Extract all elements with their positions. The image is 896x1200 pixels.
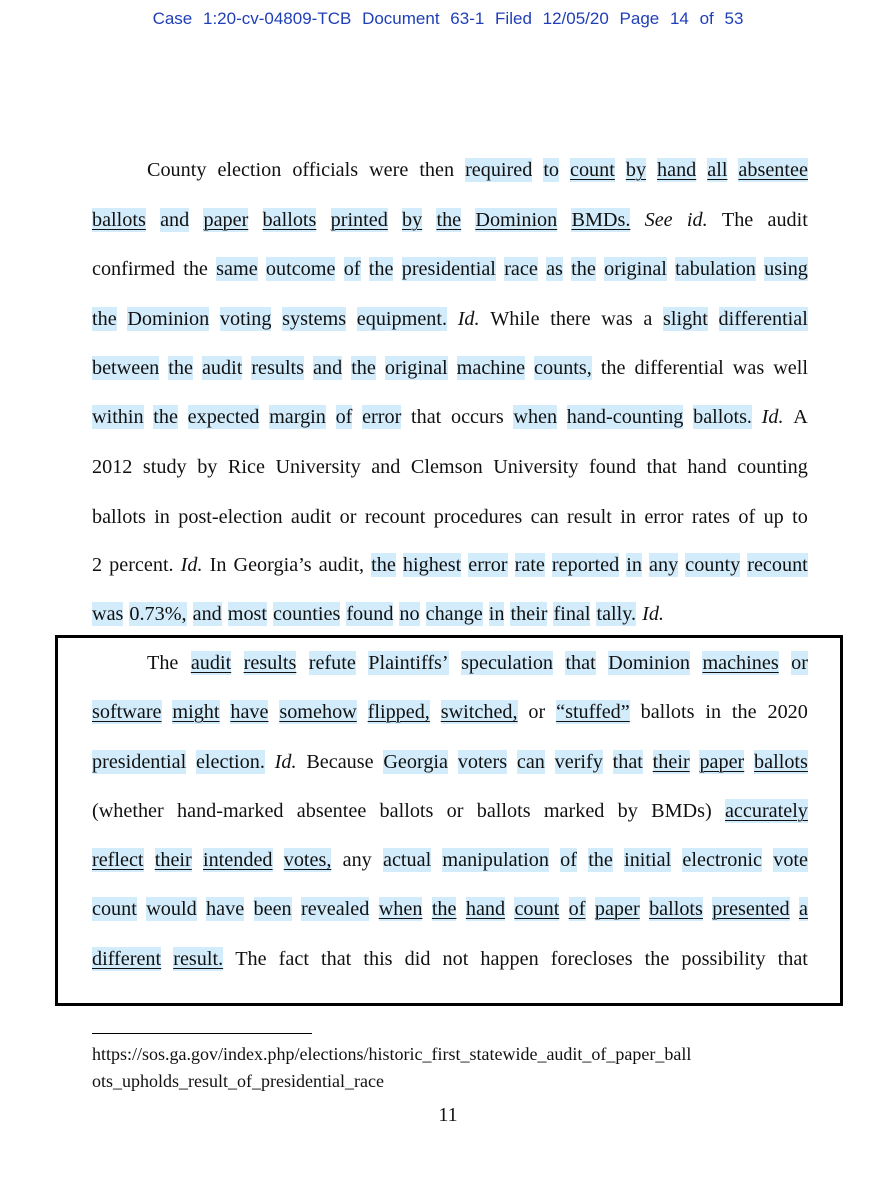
- word: have: [206, 898, 245, 920]
- word: revealed: [300, 898, 370, 920]
- word: presented: [712, 898, 790, 920]
- word: rate: [514, 554, 545, 576]
- word: 2: [92, 554, 103, 576]
- word: possibility: [681, 948, 766, 970]
- word: of: [560, 849, 577, 871]
- word: equipment.: [356, 308, 448, 330]
- word: actual: [382, 849, 432, 871]
- word: their: [652, 751, 690, 773]
- word: the: [371, 554, 396, 576]
- word: “stuffed”: [556, 701, 630, 723]
- word: in: [620, 506, 636, 528]
- word: id.: [686, 209, 708, 231]
- case-header: [0, 9, 896, 29]
- word: was: [92, 603, 124, 625]
- text-line: [92, 307, 808, 331]
- word: count: [570, 159, 615, 181]
- word: using: [764, 258, 808, 280]
- word: the: [588, 849, 613, 871]
- word: The: [721, 209, 754, 231]
- word: results: [251, 357, 305, 379]
- word: ballots: [640, 701, 695, 723]
- word: confirmed: [92, 258, 175, 280]
- word: as: [546, 258, 563, 280]
- word: Georgia: [383, 751, 448, 773]
- word: required: [465, 159, 533, 181]
- word: found: [346, 603, 394, 625]
- word: recount: [364, 506, 426, 528]
- word: county: [685, 554, 741, 576]
- word: by: [402, 209, 423, 231]
- word: original: [384, 357, 448, 379]
- word: ballots: [92, 506, 146, 528]
- word: Because: [306, 751, 374, 773]
- word: ballots.: [693, 406, 752, 428]
- word: the: [571, 258, 596, 280]
- word: recount: [747, 554, 808, 576]
- word: Dominion: [475, 209, 558, 231]
- word: or: [791, 652, 808, 674]
- word: BMDs): [651, 800, 712, 822]
- word: most: [227, 603, 268, 625]
- footnote-line: https://sos.ga.gov/index.php/elections/historic_first_statewide_audit_of_paper_ball: [92, 1044, 692, 1064]
- word: paper: [594, 898, 640, 920]
- word: While: [490, 308, 540, 330]
- text-line: [92, 553, 808, 577]
- word: a: [643, 308, 653, 330]
- word: intended: [202, 849, 273, 871]
- word: the: [368, 258, 394, 280]
- word: flipped,: [367, 701, 430, 723]
- word: or: [446, 800, 464, 822]
- word: by: [617, 800, 638, 822]
- word: hand-marked: [177, 800, 284, 822]
- word: found: [588, 456, 637, 478]
- word: would: [146, 898, 197, 920]
- word: tabulation: [675, 258, 756, 280]
- word: votes,: [283, 849, 332, 871]
- word: somehow: [279, 701, 357, 723]
- word: results: [243, 652, 297, 674]
- document-number: Document 63-1: [362, 9, 485, 28]
- word: that: [565, 652, 596, 674]
- word: A: [793, 406, 808, 428]
- word: when: [513, 406, 558, 428]
- word: to: [792, 506, 808, 528]
- word: speculation: [461, 652, 554, 674]
- word: by: [197, 456, 218, 478]
- word: that: [321, 948, 352, 970]
- word: error: [644, 506, 684, 528]
- word: the: [731, 701, 757, 723]
- page-number: 11: [438, 1104, 458, 1126]
- word: hand: [465, 898, 506, 920]
- word: audit: [201, 357, 243, 379]
- word: electronic: [682, 849, 762, 871]
- word: did: [404, 948, 431, 970]
- word: differential: [634, 357, 724, 379]
- word: procedures: [433, 506, 523, 528]
- word: reflect: [92, 849, 144, 871]
- word: highest: [402, 554, 462, 576]
- word: of: [343, 258, 361, 280]
- text-line: [92, 750, 808, 774]
- word: County: [147, 159, 207, 181]
- word: of: [568, 898, 586, 920]
- word: or: [339, 506, 357, 528]
- word: the: [183, 258, 208, 280]
- word: rates: [691, 506, 731, 528]
- word: The: [147, 652, 179, 674]
- word: final: [553, 603, 591, 625]
- word: BMDs.: [571, 209, 631, 231]
- word: up: [763, 506, 784, 528]
- word: absentee: [738, 159, 808, 181]
- word: Id.: [761, 406, 784, 428]
- word: Dominion: [127, 308, 210, 330]
- word: within: [92, 406, 144, 428]
- word: outcome: [265, 258, 336, 280]
- word: ballots: [262, 209, 317, 231]
- word: counties: [273, 603, 341, 625]
- text-line: [92, 700, 808, 724]
- word: their: [154, 849, 192, 871]
- word: University: [275, 456, 361, 478]
- word: in: [626, 554, 642, 576]
- word: different: [92, 948, 162, 970]
- text-line: [92, 897, 808, 921]
- word: that: [777, 948, 808, 970]
- word: refute: [308, 652, 356, 674]
- word: been: [253, 898, 292, 920]
- word: reported: [551, 554, 620, 576]
- word: in: [705, 701, 722, 723]
- word: happen: [480, 948, 539, 970]
- word: can: [516, 751, 545, 773]
- word: ballots: [92, 209, 146, 231]
- filed-date: Filed 12/05/20: [495, 9, 609, 28]
- word: slight: [663, 308, 708, 330]
- word: ballots: [476, 800, 531, 822]
- word: machine: [456, 357, 526, 379]
- word: machines: [702, 652, 779, 674]
- word: when: [378, 898, 423, 920]
- word: the: [431, 898, 457, 920]
- word: paper: [699, 751, 745, 773]
- word: and: [192, 603, 222, 625]
- word: post-election: [178, 506, 283, 528]
- word: presidential: [401, 258, 496, 280]
- text-line: [92, 947, 808, 971]
- word: Clemson: [410, 456, 483, 478]
- word: hand: [687, 456, 727, 478]
- word: error: [468, 554, 508, 576]
- word: that: [411, 406, 442, 428]
- word: Id.: [457, 308, 480, 330]
- word: that: [646, 456, 677, 478]
- word: manipulation: [442, 849, 549, 871]
- word: between: [92, 357, 160, 379]
- word: and: [160, 209, 190, 231]
- word: study: [142, 456, 187, 478]
- word: forecloses: [550, 948, 633, 970]
- text-line: [147, 158, 808, 182]
- word: 2020: [767, 701, 808, 723]
- word: result: [567, 506, 612, 528]
- word: same: [216, 258, 258, 280]
- word: switched,: [440, 701, 518, 723]
- word: audit: [767, 209, 808, 231]
- word: the: [436, 209, 462, 231]
- word: all: [707, 159, 728, 181]
- word: tally.: [596, 603, 637, 625]
- word: differential: [718, 308, 808, 330]
- word: Plaintiffs’: [368, 652, 449, 674]
- text-line: [92, 257, 808, 281]
- word: their: [510, 603, 548, 625]
- word: no: [399, 603, 420, 625]
- case-number: Case 1:20-cv-04809-TCB: [152, 9, 352, 28]
- word: University: [493, 456, 579, 478]
- word: audit: [190, 652, 232, 674]
- word: well: [773, 357, 808, 379]
- word: voting: [219, 308, 272, 330]
- word: hand: [657, 159, 697, 181]
- word: the: [168, 357, 193, 379]
- word: paper: [203, 209, 249, 231]
- word: that: [612, 751, 643, 773]
- word: the: [92, 308, 117, 330]
- text-line: [92, 455, 808, 479]
- text-line: [92, 602, 808, 626]
- word: audit,: [318, 554, 365, 576]
- word: this: [363, 948, 393, 970]
- word: any: [342, 849, 372, 871]
- word: error: [362, 406, 402, 428]
- word: the: [153, 406, 178, 428]
- word: voters: [457, 751, 508, 773]
- word: In: [209, 554, 227, 576]
- word: count: [514, 898, 560, 920]
- text-line: [92, 405, 808, 429]
- word: can: [530, 506, 559, 528]
- word: Id.: [642, 603, 664, 625]
- word: occurs: [450, 406, 504, 428]
- word: and: [313, 357, 343, 379]
- word: ballots: [379, 800, 434, 822]
- word: hand-counting: [566, 406, 684, 428]
- word: Georgia’s: [233, 554, 312, 576]
- word: ballots: [754, 751, 808, 773]
- word: audit: [290, 506, 332, 528]
- word: margin: [269, 406, 326, 428]
- text-line: [92, 356, 808, 380]
- footnote-line: ots_upholds_result_of_presidential_race: [92, 1071, 384, 1091]
- word: to: [543, 159, 560, 181]
- word: systems: [282, 308, 347, 330]
- word: See: [644, 209, 673, 231]
- word: race: [504, 258, 538, 280]
- word: of: [335, 406, 353, 428]
- word: any: [649, 554, 679, 576]
- word: software: [92, 701, 162, 723]
- word: the: [351, 357, 376, 379]
- word: percent.: [109, 554, 174, 576]
- word: officials: [292, 159, 359, 181]
- footnote-divider: [92, 1033, 312, 1034]
- word: of: [738, 506, 756, 528]
- word: in: [154, 506, 170, 528]
- word: counting: [737, 456, 808, 478]
- word: Id.: [274, 751, 297, 773]
- word: election: [217, 159, 282, 181]
- word: counts,: [534, 357, 592, 379]
- text-line: [92, 848, 808, 872]
- word: then: [419, 159, 455, 181]
- word: the: [600, 357, 626, 379]
- text-line: [147, 651, 808, 675]
- word: there: [550, 308, 591, 330]
- word: and: [371, 456, 401, 478]
- word: presidential: [92, 751, 187, 773]
- word: count: [92, 898, 137, 920]
- word: a: [798, 898, 808, 920]
- word: might: [172, 701, 220, 723]
- word: marked: [543, 800, 605, 822]
- word: Id.: [180, 554, 203, 576]
- word: have: [230, 701, 269, 723]
- word: election.: [195, 751, 265, 773]
- word: in: [488, 603, 505, 625]
- word: result.: [173, 948, 224, 970]
- word: The: [235, 948, 267, 970]
- word: ballots: [649, 898, 703, 920]
- word: original: [604, 258, 667, 280]
- word: Dominion: [608, 652, 691, 674]
- word: expected: [187, 406, 260, 428]
- word: verify: [554, 751, 603, 773]
- word: accurately: [724, 800, 808, 822]
- text-line: [92, 799, 808, 823]
- word: fact: [278, 948, 309, 970]
- word: printed: [330, 209, 388, 231]
- word: was: [601, 308, 633, 330]
- word: (whether: [92, 800, 164, 822]
- word: 2012: [92, 456, 133, 478]
- word: or: [528, 701, 546, 723]
- word: by: [625, 159, 647, 181]
- text-line: [92, 208, 808, 232]
- word: was: [732, 357, 765, 379]
- text-line: [92, 505, 808, 529]
- word: change: [425, 603, 483, 625]
- word: Rice: [227, 456, 265, 478]
- page-of-total: Page 14 of 53: [619, 9, 744, 28]
- word: 0.73%,: [129, 603, 187, 625]
- word: the: [644, 948, 670, 970]
- word: absentee: [296, 800, 367, 822]
- word: were: [369, 159, 409, 181]
- word: vote: [773, 849, 808, 871]
- word: initial: [624, 849, 672, 871]
- word: not: [442, 948, 469, 970]
